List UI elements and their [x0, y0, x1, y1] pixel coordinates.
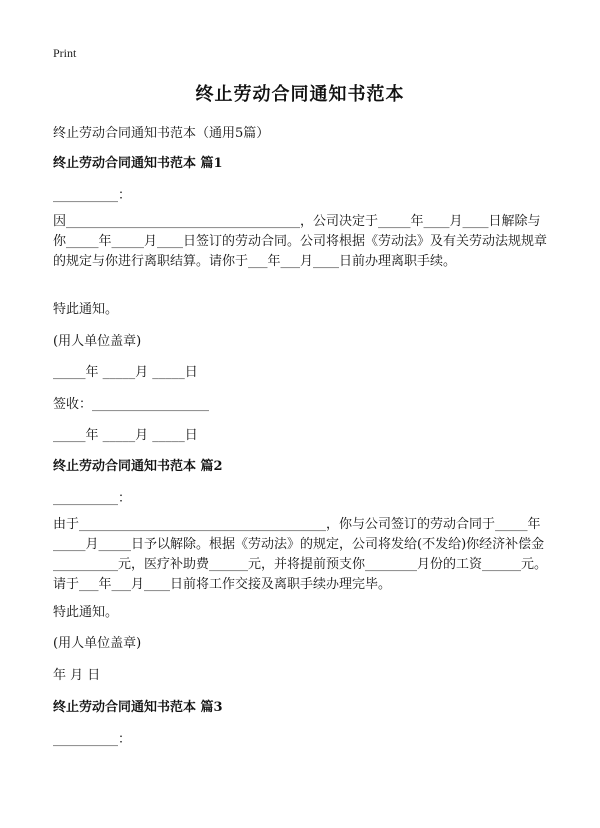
- sign-receipt: 签收：__________________: [53, 397, 210, 412]
- date-1b: _____年 _____月 _____日: [53, 428, 198, 443]
- print-link[interactable]: Print: [53, 46, 77, 60]
- document-title: 终止劳动合同通知书范本: [195, 84, 405, 105]
- notice-2: 特此通知。: [53, 605, 119, 620]
- salutation-1: __________：: [53, 188, 132, 203]
- salutation-2: __________：: [53, 491, 132, 506]
- stamp-2: (用人单位盖章): [53, 636, 142, 651]
- notice-1: 特此通知。: [53, 302, 119, 317]
- document-subtitle: 终止劳动合同通知书范本（通用5篇）: [53, 126, 270, 141]
- section-body-2: 由于______________________________________，你与公司签订的劳动合同于_____年_____月_____日予以解除。根据《劳动法》的规定，公司将发给(不发给)你经济补偿金__________元，医疗补助费______元，并将提前预支你________月份的工资______元。请于___年___月____日前将工作交接及离职手续办理完毕。: [53, 517, 548, 592]
- section-heading-2: 终止劳动合同通知书范本 篇2: [53, 459, 223, 474]
- salutation-3: __________：: [53, 732, 132, 747]
- section-heading-3: 终止劳动合同通知书范本 篇3: [53, 700, 223, 715]
- date-2: 年 月 日: [53, 668, 101, 683]
- stamp-1: (用人单位盖章): [53, 334, 142, 349]
- date-1: _____年 _____月 _____日: [53, 365, 198, 380]
- section-body-1: 因____________________________________，公司决定于_____年____月____日解除与你_____年_____月____日签订的劳动合同。公司将根据《劳动法》及有关劳动法规规章的规定与你进行离职结算。请你于___年___月____日前办理离职手续。: [53, 214, 548, 269]
- section-heading-1: 终止劳动合同通知书范本 篇1: [53, 156, 223, 171]
